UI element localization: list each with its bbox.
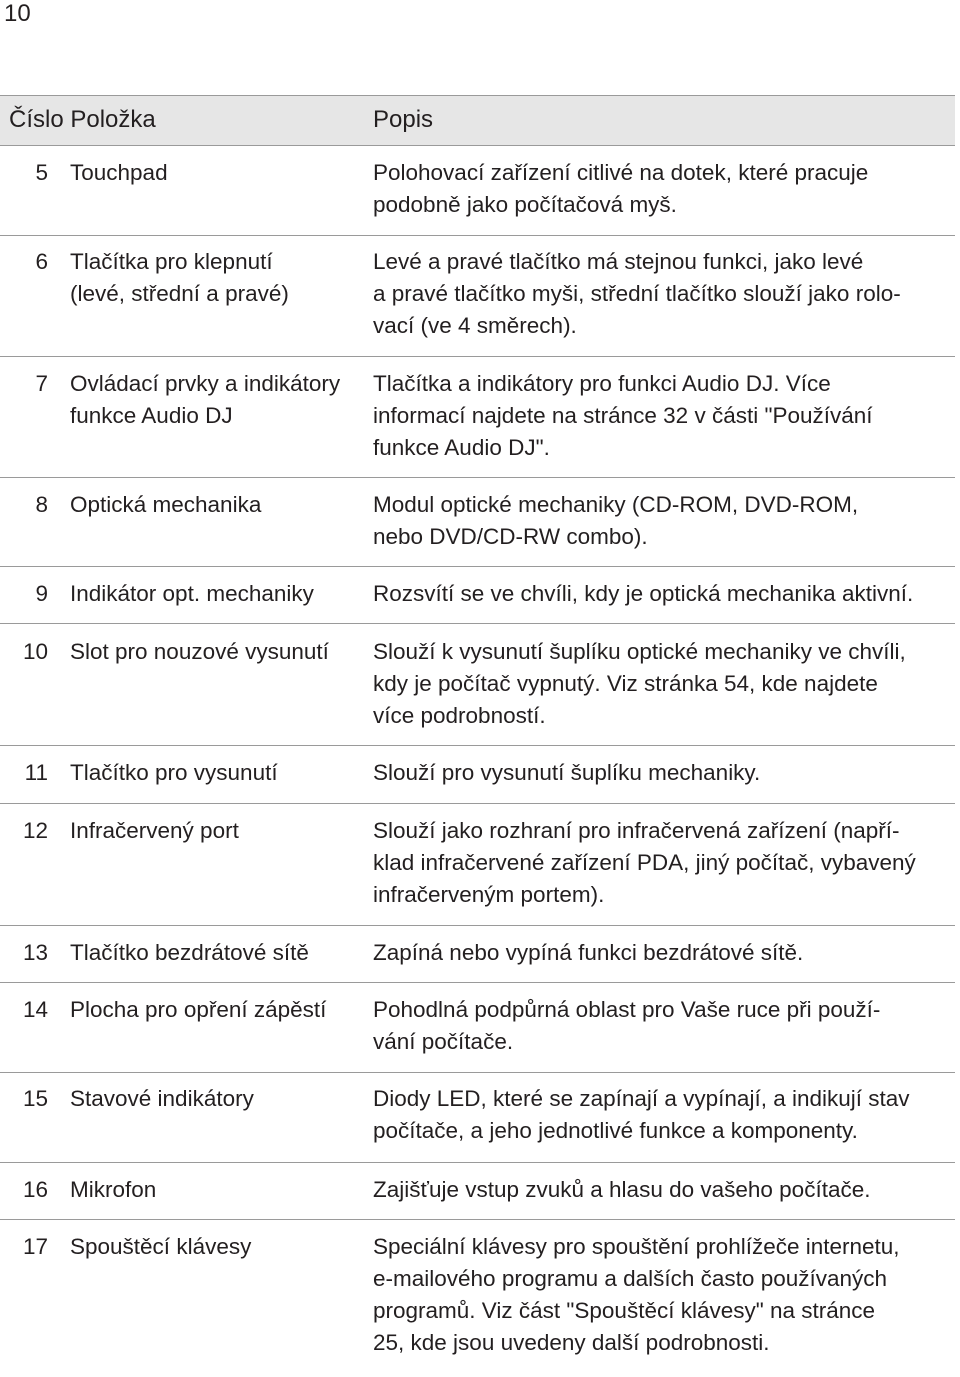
row-number: 10 [22, 639, 48, 664]
table-row [0, 1220, 955, 1377]
row-item: Indikátor opt. mechaniky [70, 581, 314, 606]
row-number: 8 [35, 492, 48, 517]
row-item: Infračervený port [70, 818, 239, 843]
row-description: Pohodlná podpůrná oblast pro Vaše ruce při použí- vání počítače. [373, 997, 881, 1054]
table-row [0, 478, 955, 567]
row-item: Mikrofon [70, 1177, 157, 1202]
row-description: Zajišťuje vstup zvuků a hlasu do vašeho počítače. [373, 1177, 871, 1202]
row-description: Slouží jako rozhraní pro infračervená zařízení (napří- klad infračervené zařízení PDA, jiný počítač, vybavený infračerveným portem). [373, 818, 916, 907]
row-item: Optická mechanika [70, 492, 262, 517]
row-item: Tlačítka pro klepnutí (levé, střední a pravé) [70, 249, 289, 306]
table-row [0, 1163, 955, 1220]
table-row [0, 1073, 955, 1163]
row-number: 13 [22, 940, 48, 965]
table-row [0, 804, 955, 926]
page-number: 10 [4, 0, 31, 27]
table-header [0, 95, 955, 146]
table-row [0, 983, 955, 1073]
parts-table [0, 95, 955, 146]
table-row [0, 567, 955, 624]
header-number-item: Číslo Položka [9, 106, 156, 133]
row-number: 6 [35, 249, 48, 274]
row-item: Slot pro nouzové vysunutí [70, 639, 329, 664]
row-item: Touchpad [70, 160, 168, 185]
row-item: Tlačítko pro vysunutí [70, 760, 278, 785]
row-item: Ovládací prvky a indikátory funkce Audio DJ [70, 371, 341, 428]
table-row [0, 146, 955, 236]
row-description: Zapíná nebo vypíná funkci bezdrátové sítě. [373, 940, 804, 965]
row-description: Modul optické mechaniky (CD-ROM, DVD-ROM, nebo DVD/CD-RW combo). [373, 492, 859, 549]
table-row [0, 926, 955, 983]
row-description: Speciální klávesy pro spouštění prohlížeče internetu, e-mailového programu a dalších často používaných programů. Viz část "Spouštěcí klávesy" na stránce 25, kde jsou uvedeny další podrobnosti. [373, 1234, 900, 1355]
row-number: 5 [35, 160, 48, 185]
row-item: Plocha pro opření zápěstí [70, 997, 327, 1022]
row-item: Stavové indikátory [70, 1086, 254, 1111]
table-row [0, 236, 955, 357]
row-description: Polohovací zařízení citlivé na dotek, které pracuje podobně jako počítačová myš. [373, 160, 869, 217]
row-number: 12 [22, 818, 48, 843]
row-description: Slouží pro vysunutí šuplíku mechaniky. [373, 760, 761, 785]
row-description: Slouží k vysunutí šuplíku optické mechaniky ve chvíli, kdy je počítač vypnutý. Viz stránka 54, kde najdete více podrobností. [373, 639, 906, 728]
table-row [0, 624, 955, 746]
row-description: Diody LED, které se zapínají a vypínají, a indikují stav počítače, a jeho jednotlivé funkce a komponenty. [373, 1086, 910, 1143]
row-item: Spouštěcí klávesy [70, 1234, 252, 1259]
row-number: 16 [22, 1177, 48, 1202]
row-description: Levé a pravé tlačítko má stejnou funkci, jako levé a pravé tlačítko myši, střední tlačítko slouží jako rolo- vací (ve 4 směrech). [373, 249, 901, 338]
row-number: 7 [35, 371, 48, 396]
row-number: 15 [22, 1086, 48, 1111]
row-number: 9 [35, 581, 48, 606]
row-number: 14 [22, 997, 48, 1022]
header-description: Popis [373, 106, 434, 133]
row-description: Tlačítka a indikátory pro funkci Audio DJ. Více informací najdete na stránce 32 v části "Používání funkce Audio DJ". [373, 371, 873, 460]
row-number: 11 [24, 760, 48, 785]
table-row [0, 746, 955, 804]
row-number: 17 [22, 1234, 48, 1259]
table-row [0, 357, 955, 478]
row-item: Tlačítko bezdrátové sítě [70, 940, 309, 965]
row-description: Rozsvítí se ve chvíli, kdy je optická mechanika aktivní. [373, 581, 914, 606]
